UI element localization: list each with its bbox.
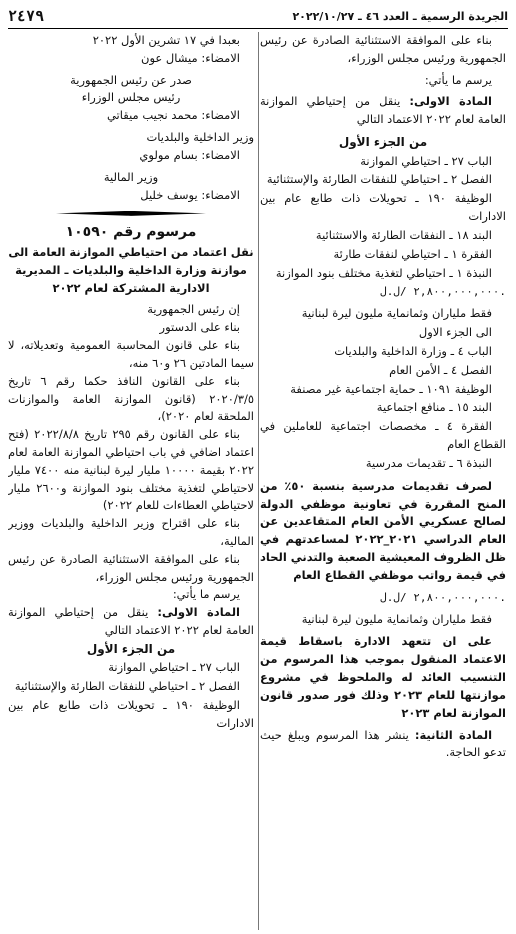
amount-in-words: فقط ملياران وثمانماية مليون ليرة لبنانية	[301, 306, 492, 321]
article-label: المادة الاولى:	[157, 605, 240, 620]
amount: ٢,٨٠٠,٠٠٠,٠٠٠ /ل.ل.	[380, 285, 506, 299]
bold-paragraph: على ان تتعهد الادارة باسقاط قيمة الاعتماد المنقول بموجب هذا المرسوم من التنسيب العائد له والملحوظ في مشروع موازنتها للعام ٢٠٢٣ وذلك فور صدور قانون الموازنة لعام ٢٠٢٣	[260, 634, 506, 720]
paragraph: بناء على القانون النافذ حكما رقم ٦ تاريخ ٢٠٢٠/٣/٥ (قانون الموازنة العامة والموازنات الملحقة لعام ٢٠٢٠)،	[8, 373, 254, 424]
budget-line: الفقرة ٤ ـ مخصصات اجتماعية للعاملين في القطاع العام	[260, 419, 506, 452]
bold-paragraph: لصرف تقديمات مدرسية بنسبة ٥٠٪ من المنح المقررة في تعاونية موظفي الدولة لصالح عسكريي الأمن العام المتقاعدين عن العام الدراسي ٢٠٢١_٢٠٢٢ لمساعدتهم في ظل الظروف المعيشية الصعبة والتدني الحاد في قيمة رواتب موظفي القطاع العام	[260, 478, 506, 582]
budget-line: الوظيفة ١٠٩١ ـ حماية اجتماعية غير مصنفة	[290, 381, 492, 396]
part-heading: الى الجزء الاول	[418, 325, 492, 340]
article-text: ينقل من إحتياطي الموازنة العامة لعام ٢٠٢٢ الاعتماد التالي	[8, 605, 254, 638]
budget-line: الفقرة ١ ـ احتياطي لنفقات طارئة	[333, 246, 492, 261]
budget-line: النبذة ٦ ـ تقديمات مدرسية	[365, 455, 492, 470]
date-line: بعبدا في ١٧ تشرين الأول ٢٠٢٢	[92, 33, 240, 47]
paragraph: إن رئيس الجمهورية	[147, 302, 240, 317]
budget-line: الفصل ٤ ـ الأمن العام	[389, 362, 492, 377]
title-line: وزير المالية	[103, 169, 159, 184]
decree-title: نقل اعتماد من احتياطي الموازنة العامة الى موازنة وزارة الداخلية والبلديات ـ المديرية الادارية المشتركة لعام ٢٠٢٢	[8, 245, 254, 295]
paragraph: بناء على القانون رقم ٢٩٥ تاريخ ٢٠٢٢/٨/٨ (فتح اعتماد اضافي في باب احتياطي الموازنة العامة لعام ٢٠٢٢ بقيمة ١٠٠٠٠ مليار ليرة لبنانية منه ٧٤٠٠ مليار لاحتياطي لتغذية مختلف بنود الموازنة و٢٦٠٠ مليار لاحتياطي العطاءات للعام ٢٠٢٢)	[8, 427, 254, 513]
title-line: وزير الداخلية والبلديات	[146, 130, 254, 145]
article-text: ينشر هذا المرسوم ويبلغ حيث تدعو الحاجة.	[260, 727, 506, 760]
signature: الامضاء: ميشال عون	[141, 50, 240, 65]
budget-line: الباب ٢٧ ـ احتياطي الموازنة	[360, 153, 492, 168]
article-label: المادة الثانية:	[414, 727, 493, 742]
budget-line: الباب ٢٧ ـ احتياطي الموازنة	[108, 660, 240, 675]
signature: الامضاء: محمد نجيب ميقاتي	[106, 108, 240, 123]
budget-line: البند ١٥ ـ منافع اجتماعية	[376, 400, 492, 415]
decree-number: مرسوم رقم ١٠٥٩٠	[65, 224, 197, 241]
signature: الامضاء: يوسف خليل	[140, 187, 240, 202]
budget-line: الفصل ٢ ـ احتياطي للنفقات الطارئة والإستثنائية	[266, 172, 492, 187]
paragraph: بناء على الدستور	[159, 320, 240, 335]
part-heading: من الجزء الأول	[338, 135, 428, 150]
section-separator	[8, 206, 254, 220]
right-column	[260, 32, 506, 930]
title-line: رئيس مجلس الوزراء	[81, 90, 181, 105]
page-number: ٢٤٧٩	[8, 7, 45, 26]
page-header	[8, 6, 508, 29]
budget-line: الوظيفة ١٩٠ ـ تحويلات ذات طابع عام بين الادارات	[260, 191, 506, 224]
left-column	[8, 32, 254, 930]
issued-by: صدر عن رئيس الجمهورية	[70, 72, 192, 87]
paragraph: بناء على اقتراح وزير الداخلية والبلديات ووزير المالية،	[8, 516, 254, 548]
budget-line: النبذة ١ ـ احتياطي لتغذية مختلف بنود الموازنة	[275, 265, 492, 280]
amount-in-words: فقط ملياران وثمانماية مليون ليرة لبنانية	[301, 611, 492, 626]
paragraph: يرسم ما يأتي:	[172, 587, 240, 602]
paragraph: بناء على الموافقة الاستثنائية الصادرة عن رئيس الجمهورية ورئيس مجلس الوزراء،	[260, 33, 506, 65]
budget-line: البند ١٨ ـ النفقات الطارئة والاستثنائية	[315, 227, 492, 242]
budget-line: الباب ٤ ـ وزارة الداخلية والبلديات	[334, 344, 492, 359]
paragraph: بناء على الموافقة الاستثنائية الصادرة عن رئيس الجمهورية ورئيس مجلس الوزراء،	[8, 551, 254, 584]
signature: الامضاء: بسام مولوي	[139, 147, 240, 162]
paragraph: يرسم ما يأتي:	[424, 72, 492, 87]
article-1	[8, 604, 254, 640]
column-divider	[258, 32, 259, 930]
article-2	[260, 727, 506, 763]
paragraph: بناء على قانون المحاسبة العمومية وتعديلاته، لا سيما المادتين ٢٦ و٦٠ منه،	[8, 338, 254, 370]
article-text: ينقل من إحتياطي الموازنة العامة لعام ٢٠٢٢ الاعتماد التالي	[260, 94, 506, 127]
budget-line: الفصل ٢ ـ احتياطي للنفقات الطارئة والإستثنائية	[14, 679, 240, 694]
gazette-title: الجريدة الرسمية ـ العدد ٤٦ ـ ٢٠٢٢/١٠/٢٧	[292, 10, 508, 24]
budget-line: الوظيفة ١٩٠ ـ تحويلات ذات طابع عام بين الادارات	[8, 698, 254, 730]
article-label: المادة الاولى:	[409, 94, 492, 109]
part-heading: من الجزء الأول	[86, 641, 176, 656]
amount: ٢,٨٠٠,٠٠٠,٠٠٠ /ل.ل.	[380, 590, 506, 604]
article-1	[260, 93, 506, 129]
